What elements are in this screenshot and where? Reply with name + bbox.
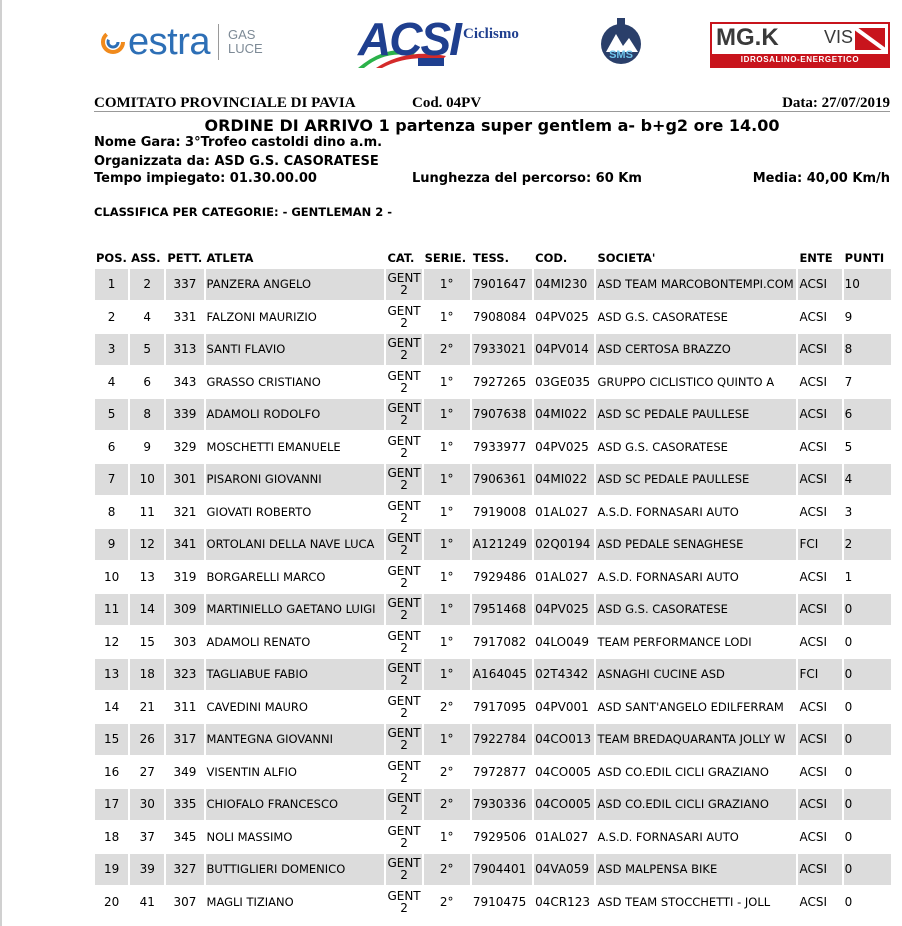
cell-atleta: MAGLI TIZIANO (206, 887, 385, 918)
cell-cod: 04LO049 (534, 627, 594, 658)
cell-serie: 1° (424, 399, 470, 430)
cell-serie: 1° (424, 497, 470, 528)
cell-serie: 2° (424, 692, 470, 723)
cell-pos: 8 (95, 497, 128, 528)
cell-punti: 0 (844, 822, 891, 853)
table-header-row (95, 249, 891, 267)
acsi-ciclismo: Ciclismo (463, 26, 519, 42)
cell-pett: 341 (166, 529, 203, 560)
cell-societa: TEAM PERFORMANCE LODI (596, 627, 796, 658)
route-length: Lunghezza del percorso: 60 Km (412, 171, 642, 186)
cell-ente: ACSI (798, 497, 841, 528)
cell-pos: 12 (95, 627, 128, 658)
mgk-logo (710, 22, 890, 68)
table-row (95, 692, 891, 723)
cell-societa: ASD SC PEDALE PAULLESE (596, 464, 796, 495)
cell-punti: 2 (844, 529, 891, 560)
cell-ente: ACSI (798, 269, 841, 300)
cell-tess: 7933977 (472, 432, 532, 463)
cell-societa: GRUPPO CICLISTICO QUINTO A (596, 367, 796, 398)
cell-ass: 6 (130, 367, 164, 398)
cell-atleta: SANTI FLAVIO (206, 334, 385, 365)
cell-cat: GENT 2 (386, 659, 421, 690)
cell-tess: 7929506 (472, 822, 532, 853)
cell-pett: 335 (166, 789, 203, 820)
cell-pett: 307 (166, 887, 203, 918)
header-divider (94, 111, 890, 112)
cell-societa: A.S.D. FORNASARI AUTO (596, 497, 796, 528)
committee-label: COMITATO PROVINCIALE DI PAVIA (94, 95, 356, 111)
cell-pos: 17 (95, 789, 128, 820)
cell-punti: 0 (844, 659, 891, 690)
cell-serie: 2° (424, 757, 470, 788)
cell-societa: A.S.D. FORNASARI AUTO (596, 562, 796, 593)
cell-pett: 327 (166, 854, 203, 885)
cell-cod: 04PV025 (534, 594, 594, 625)
cell-cat: GENT 2 (386, 594, 421, 625)
cell-ente: ACSI (798, 627, 841, 658)
race-name: Nome Gara: 3°Trofeo castoldi dino a.m. (94, 135, 383, 150)
cell-ente: ACSI (798, 562, 841, 593)
cell-cod: 04VA059 (534, 854, 594, 885)
mgk-tagline: IDROSALINO-ENERGETICO (712, 54, 888, 66)
cell-atleta: PISARONI GIOVANNI (206, 464, 385, 495)
cell-cod: 04PV001 (534, 692, 594, 723)
page-title: ORDINE DI ARRIVO 1 partenza super gentlem a- b+g2 ore 14.00 (204, 116, 780, 135)
cell-cod: 01AL027 (534, 822, 594, 853)
cell-pett: 309 (166, 594, 203, 625)
cell-ass: 4 (130, 302, 164, 333)
cell-ente: ACSI (798, 594, 841, 625)
cell-cat: GENT 2 (386, 854, 421, 885)
cell-pett: 319 (166, 562, 203, 593)
cell-tess: 7933021 (472, 334, 532, 365)
cell-punti: 4 (844, 464, 891, 495)
cell-tess: 7908084 (472, 302, 532, 333)
cell-cod: 01AL027 (534, 497, 594, 528)
cell-ente: ACSI (798, 367, 841, 398)
cell-pett: 301 (166, 464, 203, 495)
cell-atleta: CAVEDINI MAURO (206, 692, 385, 723)
sms-logo-icon (596, 16, 646, 68)
estra-wordmark: estra (128, 20, 210, 63)
cell-tess: A164045 (472, 659, 532, 690)
col-header: PUNTI (844, 251, 885, 265)
cell-pett: 321 (166, 497, 203, 528)
table-row (95, 529, 891, 560)
cell-pos: 16 (95, 757, 128, 788)
cell-ass: 2 (130, 269, 164, 300)
cell-cod: 04CO013 (534, 724, 594, 755)
cell-pos: 5 (95, 399, 128, 430)
cell-cat: GENT 2 (386, 399, 421, 430)
cell-cod: 04PV025 (534, 432, 594, 463)
cell-ente: ACSI (798, 887, 841, 918)
cell-ente: ACSI (798, 822, 841, 853)
cell-ass: 27 (130, 757, 164, 788)
table-row (95, 302, 891, 333)
cell-pos: 11 (95, 594, 128, 625)
cell-punti: 6 (844, 399, 891, 430)
cell-societa: ASD G.S. CASORATESE (596, 594, 796, 625)
cell-ass: 10 (130, 464, 164, 495)
cell-ente: ACSI (798, 854, 841, 885)
col-header: SOCIETA' (597, 251, 656, 265)
cell-atleta: ADAMOLI RODOLFO (206, 399, 385, 430)
cell-cod: 04MI022 (534, 399, 594, 430)
cell-ente: FCI (798, 659, 841, 690)
cell-ass: 15 (130, 627, 164, 658)
code-label: Cod. 04PV (412, 95, 482, 111)
cell-serie: 2° (424, 334, 470, 365)
cell-ass: 18 (130, 659, 164, 690)
cell-societa: ASD TEAM STOCCHETTI - JOLL (596, 887, 796, 918)
cell-pos: 15 (95, 724, 128, 755)
cell-ass: 37 (130, 822, 164, 853)
table-row (95, 367, 891, 398)
cell-tess: 7917095 (472, 692, 532, 723)
cell-atleta: ADAMOLI RENATO (206, 627, 385, 658)
table-row (95, 854, 891, 885)
mgk-flag-icon (855, 28, 885, 50)
cell-punti: 0 (844, 887, 891, 918)
average-speed: Media: 40,00 Km/h (752, 171, 890, 186)
cell-tess: 7907638 (472, 399, 532, 430)
cell-societa: ASD CO.EDIL CICLI GRAZIANO (596, 789, 796, 820)
cell-tess: A121249 (472, 529, 532, 560)
cell-pett: 323 (166, 659, 203, 690)
cell-pett: 329 (166, 432, 203, 463)
cell-societa: TEAM BREDAQUARANTA JOLLY W (596, 724, 796, 755)
cell-cod: 04MI022 (534, 464, 594, 495)
cell-cat: GENT 2 (386, 497, 421, 528)
cell-cat: GENT 2 (386, 432, 421, 463)
cell-tess: 7951468 (472, 594, 532, 625)
mgk-vis: VIS (824, 27, 854, 47)
results-table (93, 247, 893, 919)
cell-ass: 12 (130, 529, 164, 560)
cell-atleta: GIOVATI ROBERTO (206, 497, 385, 528)
col-header: ASS. (131, 251, 161, 265)
cell-cod: 02T4342 (534, 659, 594, 690)
cell-tess: 7904401 (472, 854, 532, 885)
cell-cod: 04CO005 (534, 789, 594, 820)
table-row (95, 594, 891, 625)
col-header: SERIE. (424, 251, 467, 265)
cell-societa: ASNAGHI CUCINE ASD (596, 659, 796, 690)
cell-pett: 343 (166, 367, 203, 398)
cell-serie: 1° (424, 302, 470, 333)
cell-ass: 9 (130, 432, 164, 463)
cell-ente: ACSI (798, 692, 841, 723)
cell-tess: 7910475 (472, 887, 532, 918)
cell-pett: 345 (166, 822, 203, 853)
cell-punti: 0 (844, 789, 891, 820)
cell-atleta: NOLI MASSIMO (206, 822, 385, 853)
cell-pett: 303 (166, 627, 203, 658)
cell-ass: 21 (130, 692, 164, 723)
cell-cat: GENT 2 (386, 269, 421, 300)
cell-atleta: BUTTIGLIERI DOMENICO (206, 854, 385, 885)
cell-cat: GENT 2 (386, 562, 421, 593)
date-label: Data: 27/07/2019 (782, 95, 890, 111)
cell-societa: ASD SC PEDALE PAULLESE (596, 399, 796, 430)
cell-serie: 1° (424, 529, 470, 560)
table-row (95, 627, 891, 658)
cell-tess: 7917082 (472, 627, 532, 658)
cell-ente: FCI (798, 529, 841, 560)
cell-pett: 339 (166, 399, 203, 430)
cell-ente: ACSI (798, 464, 841, 495)
cell-atleta: PANZERA ANGELO (206, 269, 385, 300)
cell-punti: 0 (844, 724, 891, 755)
cell-ente: ACSI (798, 399, 841, 430)
cell-cod: 04CO005 (534, 757, 594, 788)
cell-atleta: FALZONI MAURIZIO (206, 302, 385, 333)
cell-pos: 20 (95, 887, 128, 918)
sms-text: SMS (609, 49, 633, 61)
cell-ass: 39 (130, 854, 164, 885)
col-header: CAT. (387, 251, 415, 265)
cell-ass: 11 (130, 497, 164, 528)
cell-atleta: MANTEGNA GIOVANNI (206, 724, 385, 755)
cell-pos: 19 (95, 854, 128, 885)
cell-serie: 1° (424, 724, 470, 755)
cell-serie: 1° (424, 659, 470, 690)
cell-serie: 1° (424, 822, 470, 853)
cell-pos: 6 (95, 432, 128, 463)
cell-societa: ASD G.S. CASORATESE (596, 432, 796, 463)
cell-societa: A.S.D. FORNASARI AUTO (596, 822, 796, 853)
cell-punti: 3 (844, 497, 891, 528)
cell-cod: 02Q0194 (534, 529, 594, 560)
cell-atleta: TAGLIABUE FABIO (206, 659, 385, 690)
cell-cat: GENT 2 (386, 627, 421, 658)
cell-ente: ACSI (798, 757, 841, 788)
table-row (95, 562, 891, 593)
col-header: POS. (96, 251, 127, 265)
cell-pos: 13 (95, 659, 128, 690)
cell-atleta: BORGARELLI MARCO (206, 562, 385, 593)
cell-pos: 4 (95, 367, 128, 398)
table-row (95, 497, 891, 528)
cell-tess: 7930336 (472, 789, 532, 820)
cell-serie: 1° (424, 269, 470, 300)
estra-logo (100, 20, 263, 64)
cell-societa: ASD MALPENSA BIKE (596, 854, 796, 885)
col-header: COD. (535, 251, 568, 265)
cell-ass: 5 (130, 334, 164, 365)
cell-tess: 7927265 (472, 367, 532, 398)
cell-punti: 10 (844, 269, 891, 300)
estra-sub-luce: LUCE (227, 41, 263, 56)
table-row (95, 334, 891, 365)
organizer: Organizzata da: ASD G.S. CASORATESE (94, 154, 379, 169)
cell-tess: 7906361 (472, 464, 532, 495)
col-header: ENTE (799, 251, 833, 265)
table-row (95, 822, 891, 853)
cell-pos: 2 (95, 302, 128, 333)
cell-serie: 1° (424, 562, 470, 593)
cell-ass: 30 (130, 789, 164, 820)
table-row (95, 887, 891, 918)
cell-societa: ASD G.S. CASORATESE (596, 302, 796, 333)
cell-pett: 337 (166, 269, 203, 300)
cell-ente: ACSI (798, 334, 841, 365)
cell-cat: GENT 2 (386, 822, 421, 853)
results-body (95, 269, 891, 917)
cell-cat: GENT 2 (386, 757, 421, 788)
cell-punti: 1 (844, 562, 891, 593)
cell-serie: 1° (424, 367, 470, 398)
cell-tess: 7972877 (472, 757, 532, 788)
cell-punti: 0 (844, 692, 891, 723)
cell-cod: 04CR123 (534, 887, 594, 918)
cell-serie: 2° (424, 789, 470, 820)
table-row (95, 659, 891, 690)
cell-punti: 8 (844, 334, 891, 365)
cell-tess: 7929486 (472, 562, 532, 593)
category-heading: CLASSIFICA PER CATEGORIE: - GENTLEMAN 2 - (94, 205, 393, 219)
estra-separator (218, 24, 219, 60)
cell-tess: 7901647 (472, 269, 532, 300)
cell-punti: 9 (844, 302, 891, 333)
cell-ente: ACSI (798, 789, 841, 820)
cell-cat: GENT 2 (386, 334, 421, 365)
cell-ass: 13 (130, 562, 164, 593)
cell-cod: 03GE035 (534, 367, 594, 398)
cell-serie: 1° (424, 464, 470, 495)
cell-pos: 18 (95, 822, 128, 853)
cell-pos: 3 (95, 334, 128, 365)
cell-punti: 0 (844, 594, 891, 625)
estra-swirl-icon (100, 29, 126, 55)
cell-ente: ACSI (798, 432, 841, 463)
cell-punti: 7 (844, 367, 891, 398)
col-header: PETT. (167, 251, 203, 265)
cell-cat: GENT 2 (386, 789, 421, 820)
cell-ente: ACSI (798, 302, 841, 333)
cell-tess: 7922784 (472, 724, 532, 755)
cell-tess: 7919008 (472, 497, 532, 528)
acsi-logo (356, 14, 526, 70)
mgk-wordmark: MG.K (716, 24, 779, 51)
cell-atleta: GRASSO CRISTIANO (206, 367, 385, 398)
cell-societa: ASD TEAM MARCOBONTEMPI.COM (596, 269, 796, 300)
cell-ente: ACSI (798, 724, 841, 755)
cell-pett: 311 (166, 692, 203, 723)
sponsor-logos (0, 0, 902, 85)
cell-cod: 01AL027 (534, 562, 594, 593)
table-row (95, 432, 891, 463)
cell-pett: 313 (166, 334, 203, 365)
cell-cat: GENT 2 (386, 692, 421, 723)
cell-cat: GENT 2 (386, 464, 421, 495)
cell-cod: 04MI230 (534, 269, 594, 300)
page-edge (0, 0, 2, 926)
cell-serie: 2° (424, 887, 470, 918)
cell-cat: GENT 2 (386, 302, 421, 333)
cell-cat: GENT 2 (386, 887, 421, 918)
cell-atleta: VISENTIN ALFIO (206, 757, 385, 788)
cell-ass: 14 (130, 594, 164, 625)
table-row (95, 724, 891, 755)
table-row (95, 789, 891, 820)
cell-cod: 04PV014 (534, 334, 594, 365)
cell-punti: 0 (844, 854, 891, 885)
estra-subtitle (228, 28, 263, 56)
cell-pett: 331 (166, 302, 203, 333)
cell-cat: GENT 2 (386, 724, 421, 755)
cell-pos: 9 (95, 529, 128, 560)
time-spent: Tempo impiegato: 01.30.00.00 (94, 171, 317, 186)
cell-punti: 0 (844, 627, 891, 658)
cell-pett: 349 (166, 757, 203, 788)
table-row (95, 399, 891, 430)
cell-societa: ASD CO.EDIL CICLI GRAZIANO (596, 757, 796, 788)
cell-cat: GENT 2 (386, 529, 421, 560)
cell-atleta: MOSCHETTI EMANUELE (206, 432, 385, 463)
cell-cat: GENT 2 (386, 367, 421, 398)
cell-cod: 04PV025 (534, 302, 594, 333)
table-row (95, 757, 891, 788)
cell-atleta: MARTINIELLO GAETANO LUIGI (206, 594, 385, 625)
cell-pos: 7 (95, 464, 128, 495)
cell-serie: 2° (424, 854, 470, 885)
cell-punti: 0 (844, 757, 891, 788)
cell-societa: ASD CERTOSA BRAZZO (596, 334, 796, 365)
col-header: TESS. (472, 251, 509, 265)
col-header: ATLETA (206, 251, 254, 265)
cell-serie: 1° (424, 594, 470, 625)
cell-pett: 317 (166, 724, 203, 755)
cell-ass: 41 (130, 887, 164, 918)
cell-atleta: ORTOLANI DELLA NAVE LUCA (206, 529, 385, 560)
cell-serie: 1° (424, 432, 470, 463)
cell-atleta: CHIOFALO FRANCESCO (206, 789, 385, 820)
cell-pos: 10 (95, 562, 128, 593)
acsi-wordmark: ACSI (358, 13, 460, 65)
cell-punti: 5 (844, 432, 891, 463)
table-row (95, 464, 891, 495)
table-row (95, 269, 891, 300)
cell-serie: 1° (424, 627, 470, 658)
cell-societa: ASD PEDALE SENAGHESE (596, 529, 796, 560)
cell-ass: 26 (130, 724, 164, 755)
cell-societa: ASD SANT'ANGELO EDILFERRAM (596, 692, 796, 723)
cell-ass: 8 (130, 399, 164, 430)
cell-pos: 1 (95, 269, 128, 300)
cell-pos: 14 (95, 692, 128, 723)
estra-sub-gas: GAS (227, 27, 256, 42)
